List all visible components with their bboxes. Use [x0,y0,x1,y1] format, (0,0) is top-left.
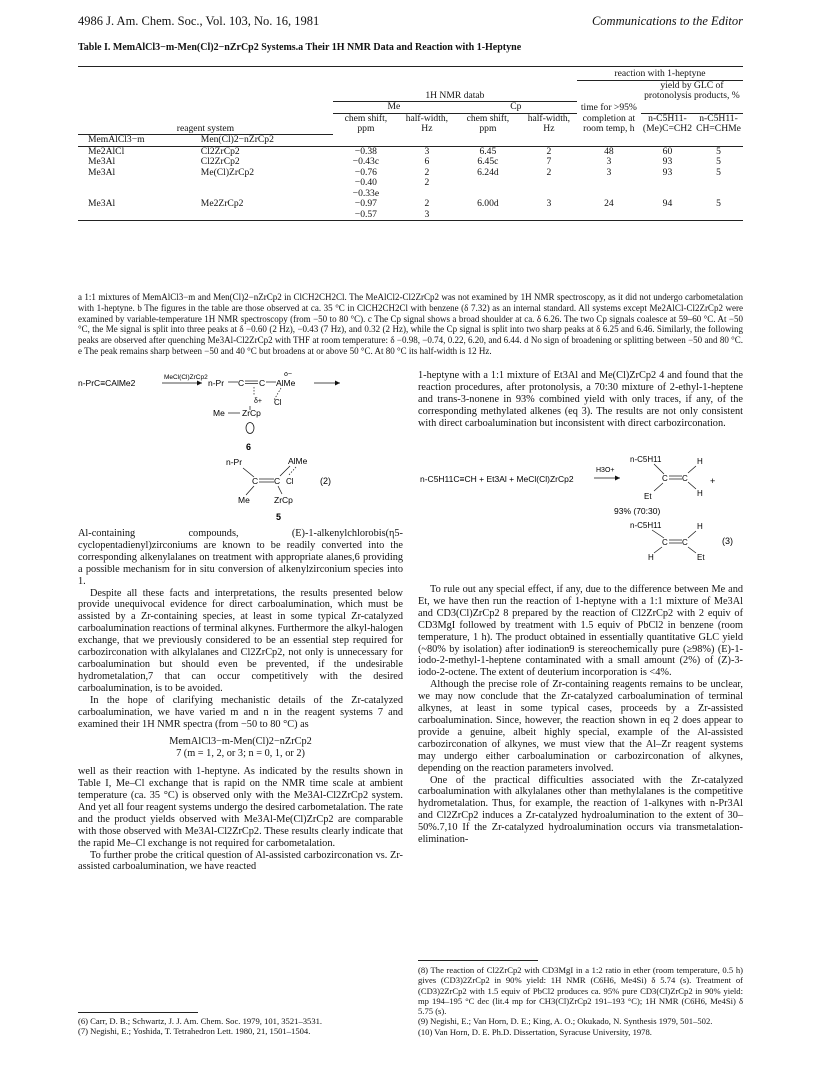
col-me-shift: chem shift, ppm [344,112,388,134]
right-column-top [418,370,743,430]
cell-yield-1: 60 [662,145,673,157]
col-yield-1: n-C5H11-(Me)C=CH2 [642,112,693,134]
cell-time: 3 [606,156,612,167]
cell-al: Me3Al [88,166,116,178]
cell-cp-shift: 6.45c [477,156,499,167]
cell-me-hw: 6 [424,156,430,167]
svg-text:n-Pr: n-Pr [208,378,225,388]
eq3-product-1 [630,455,715,501]
intermediate-structure [208,372,296,452]
right-paragraph-3: Although the precise role of Zr-containing reagents remains to be unclear, we may now conclude that the Zr-catalyzed carboalumination of terminal alkynes, at least in some typical cases, proceeds by a Zr-assisted carboalumination. Since, however, the reaction shown in eq 2 does appear to provide a genuine, albeit highly special, example of the Al-assisted carbozirconation of alkynes, we must view that the Al–Zr reagent systems may undergo either carboalumination or carbozirconation of alkynes, depending on the reaction parameters involved. [418,679,743,774]
reference: (9) Negishi, E.; Van Horn, D. E.; King, A. O.; Okukado, N. Synthesis 1979, 501–502. [418,1016,713,1027]
formula-sub: 7 (m = 1, 2, or 3; n = 0, 1, or 2) [176,748,305,760]
reference: (7) Negishi, E.; Yoshida, T. Tetrahedron Lett. 1980, 21, 1501–1504. [78,1026,311,1037]
right-paragraph-4: One of the practical difficulties associated with the Zr-catalyzed carboalumination with alkylalanes other than methylalanes is the competitive hydrometalation. Thus, for example, the reaction of 1-alkynes with n-Pr3Al and Cl2ZrCp2 induces a Zr-catalyzed hydroalumination to the extent of 30–50%.7,10 If the Zr-catalyzed hydroalumination occurs via transmetalation-elimination- [418,774,743,846]
left-references [78,1016,403,1037]
table-row [78,199,743,221]
right-paragraph-1: 1-heptyne with a 1:1 mixture of Et3Al and Me(Cl)ZrCp2 4 and found that the reaction procedures, after protonolysis, a 70:30 mixture of 2-ethyl-1-heptene and trans-3-nonene in 93% combined yield with only traces, if any, of the corresponding methylated alkenes (eq 3). The results are not only consistent with direct carboalumination but inconsistent with direct carbozirconation. [418,370,743,429]
product-structure [226,456,331,522]
cell-me-hw: 2 3 [399,199,455,221]
svg-text:n-C5H11: n-C5H11 [630,521,662,530]
svg-text:n-Pr: n-Pr [226,457,243,467]
header-citation: 4986 J. Am. Chem. Soc., Vol. 103, No. 16, 1981 [78,14,320,28]
product-label: 5 [276,512,282,522]
cell-al: Me2AlCl [88,145,125,157]
cell-zr: Me(Cl)ZrCp2 [200,166,255,178]
cell-me-shift: −0.43c [352,156,380,167]
svg-text:C: C [274,476,281,486]
eq3-yield: 93% (70:30) [614,506,661,516]
left-column [78,528,403,873]
scheme-reagent: MeCl(Cl)ZrCp2 [164,374,208,381]
svg-text:Me: Me [238,495,250,505]
nmr-data-table [78,66,743,221]
reference: (8) The reaction of Cl2ZrCp2 with CD3MgI in a 1:2 ratio in ether (room temperature, 0.5 h) gives (CD3)2ZrCp2 in 90% yield: 1H NMR (C6H6, Me4Si) δ 5.74 (s). Treatment of (CD3)2ZrCp2 with 1.5 equiv of PbCl2 produces ca. 95% pure CD3(Cl)ZrCp2 in 90% yield: mp 194–195 °C dec (lit.4 mp for CH3(Cl)ZrCp2 191–193 °C); 1H NMR (C6H6, Me4Si) δ 5.75 (s). [418,965,743,1017]
intermediate-label: 6 [246,442,252,452]
cell-cp-shift: 6.00d [455,199,521,221]
cell-yield-2: 5 [716,145,721,157]
cell-cp-shift: 6.24d [477,166,499,178]
left-refs-rule [78,1012,198,1013]
right-references [418,965,743,1037]
svg-text:C: C [252,476,259,486]
formula: MemAlCl3−m-Men(Cl)2−nZrCp2 [169,736,312,748]
running-header [78,14,743,30]
svg-text:n-C5H11: n-C5H11 [630,455,662,464]
cell-yield-1: 93 [662,166,673,178]
eq3-label: (3) [722,536,733,546]
left-paragraph-3: In the hope of clarifying mechanistic details of the Zr-catalyzed carboalumination, we have varied m and n in the reagent systems 7 and examined their 1H NMR spectra (from −50 to 80 °C) as [78,694,403,730]
cell-yield-2: 5 [716,156,721,167]
right-column-body [418,584,743,846]
formula-block [78,736,403,760]
cell-me-shift: −0.38 [354,145,377,157]
svg-text:ZrCp: ZrCp [242,408,261,418]
svg-text:C: C [662,474,668,483]
eq3-reagent: H3O+ [596,467,615,474]
cell-me-hw: 2 2 [424,166,430,188]
table-row [78,168,743,200]
cell-cp-hw: 3 [521,199,577,221]
scheme-eq3 [418,452,743,562]
table-row [78,146,743,157]
scheme-reactant: n-PrC≡CAlMe2 [78,378,136,388]
time-header: time for >95% completion at room temp, h [580,102,637,134]
col-cp-shift: chem shift, ppm [466,112,510,134]
svg-text:+: + [710,476,716,486]
svg-text:H: H [697,457,703,466]
svg-text:C: C [682,538,688,547]
svg-text:C: C [259,378,266,388]
cell-time: 24 [577,199,641,221]
cell-me-shift: −0.76 −0.40 −0.33e [352,166,380,199]
cell-time: 3 [606,166,612,178]
right-refs-rule [418,960,538,961]
group-reaction: reaction with 1-heptyne [577,67,743,81]
cell-cp-hw: 7 [546,156,552,167]
svg-text:δ+: δ+ [254,398,262,405]
svg-text:C: C [682,474,688,483]
eq2-label: (2) [320,476,331,486]
cell-al: Me3Al [88,156,116,167]
cell-zr: Cl2ZrCp2 [200,145,240,157]
svg-text:Cl: Cl [274,398,282,407]
col-yield-2: n-C5H11-CH=CHMe [696,112,741,134]
header-section: Communications to the Editor [591,14,743,28]
table-row [78,157,743,168]
cell-time: 48 [604,145,614,157]
cell-yield-2: 5 [694,199,743,221]
eq3-product-2 [630,521,733,562]
eq3-reactants: n-C5H11C≡CH + Et3Al + MeCl(Cl)ZrCp2 [420,474,574,484]
scheme-eq2 [78,372,418,522]
table-footnotes: a 1:1 mixtures of MemAlCl3−m and Men(Cl)2−nZrCp2 in ClCH2CH2Cl. The MeAlCl2-Cl2ZrCp2 was not examined by 1H NMR spectroscopy, as it did not undergo carbometalation with 1-heptyne. b The figures in the table are those observed at ca. 35 °C in ClCH2CH2Cl with benzene (δ 7.32) as an internal standard. All systems except Me2AlCl-Cl2ZrCp2 were examined by variable-temperature 1H NMR spectroscopy (from −50 to 80 °C). c The Cp signal shows a broad shoulder at ca. δ 6.26. The two Cp signals coalesce at 59–60 °C. At −50 °C, the Me signal is split into three peaks at δ −0.60 (2 Hz), −0.43 (7 Hz), and 0.32 (2 Hz), while the Cp signal is split into two sharp peaks at δ 6.25 and 6.46. Similarly, the following peaks are observed after quenching Me3Al-Cl2ZrCp2 with THF at room temperature: δ −0.98, −0.74, 0.22, 6.20, and 6.44. d No sign of broadening or splitting between −50 and 80 °C. e The peak remains sharp between −50 and 40 °C but broadens at or above 50 °C. At 80 °C its half-width is 12 Hz. [78,292,743,356]
right-paragraph-2: To rule out any special effect, if any, due to the difference between Me and Et, we have then run the reaction of 1-heptyne with a 1:1 mixture of Me3Al and CD3(Cl)ZrCp2 8 prepared by the reaction of Cl2ZrCp2 with 2 equiv of CD3MgI followed by treatment with 1.5 equiv of PbCl2 in benzene (room temperature, 1 h). The product obtained in essentially quantitative GLC yield (~80% by isolation) after iodination9 is stereochemically pure (≥98%) (E)-1-iodo-2-methyl-1-heptene contaminated with a small amount (2%) of (Z)-3-iodo-2-octene. The extent of deuterium incorporation is <4%. [418,584,743,679]
left-paragraph-5: To further probe the critical question of Al-assisted carbozirconation vs. Zr-assisted carboalumination, we have reacted [78,849,403,873]
left-paragraph-4: well as their reaction with 1-heptyne. As indicated by the results shown in Table I, Me–Cl exchange that is rapid on the NMR time scale at ambient temperature (ca. 35 °C) is observed only with the Me3Al-Cl2ZrCp2 system. And yet all four reagent systems undergo the desired carbometalation. The rate and the product yields observed with Me3Al-Me(Cl)ZrCp2 are comparable with those observed with Me3Al-Cl2ZrCp2. These results clearly indicate that the rapid Me–Cl exchange is not required for carbometalation. [78,766,404,849]
reference: (6) Carr, D. B.; Schwartz, J. J. Am. Chem. Soc. 1979, 101, 3521–3531. [78,1016,323,1026]
col-me-hw: half-width, Hz [405,112,449,134]
col-al: MemAlCl3−m [78,135,195,147]
svg-text:Et: Et [697,553,705,562]
group-reagent: reagent system [78,113,333,135]
table-body [78,146,743,221]
cell-yield-1: 94 [641,199,694,221]
cell-zr: Cl2ZrCp2 [200,156,240,167]
svg-text:H: H [697,489,703,498]
cell-zr: Me2ZrCp2 [195,199,333,221]
reference: (10) Van Horn, D. E. Ph.D. Dissertation, Syracuse University, 1978. [418,1026,652,1037]
svg-text:Me: Me [213,408,225,418]
left-paragraph-1: Al-containing compounds, (E)-1-alkenylchlorobis(η5-cyclopentadienyl)zirconiums are known to be readily converted into the corresponding alkenylalanes on treatment with appropriate alanes,6 providing a possible mechanism for in situ conversion of alkenylzirconium species into 1. [78,528,403,587]
cell-yield-2: 5 [716,166,721,178]
svg-text:ZrCp: ZrCp [274,495,293,505]
group-nmr: 1H NMR datab [333,80,577,102]
left-paragraph-2: Despite all these facts and interpretations, the results presented below provide unequivocal evidence for direct carboalumination, which must be assisted by a Zr-containing species, at least in some typical Zr-catalyzed carboalumination reactions of terminal alkynes. Furthermore the alkyl-halogen exchange, that we previously considered to be an essential step required for carbozirconation with alkylalanes and Cl2ZrCp2, not only is unnecessary for carboalumination but should even be prevented, if the undesirable hydrometalation,7 that can occur competitively with the desired carboalumination, is to be avoided. [78,587,403,694]
sub-me: Me [333,102,455,114]
table-caption: Table I. MemAlCl3−m-Men(Cl)2−nZrCp2 Systems.a Their 1H NMR Data and Reaction with 1-Heptyne [78,42,522,53]
cell-yield-1: 93 [662,156,673,167]
svg-text:H: H [648,553,654,562]
col-cp-hw: half-width, Hz [527,112,571,134]
svg-text:C: C [662,538,668,547]
svg-text:δ−: δ− [284,372,292,378]
cell-al: Me3Al [78,199,195,221]
svg-text:AlMe: AlMe [276,378,296,388]
cell-cp-hw: 2 [546,145,552,157]
svg-text:AlMe: AlMe [288,456,308,466]
cell-cp-hw: 2 [546,166,552,178]
cell-me-shift: −0.97 −0.57 [333,199,399,221]
cell-me-hw: 3 [424,145,430,157]
sub-cp: Cp [455,102,577,114]
svg-text:Et: Et [644,492,652,501]
yield-header: yield by GLC of protonolysis products, % [644,79,740,101]
cell-cp-shift: 6.45 [479,145,497,157]
svg-text:C: C [238,378,245,388]
col-zr: Men(Cl)2−nZrCp2 [195,135,333,147]
svg-text:H: H [697,522,703,531]
svg-text:Cl: Cl [286,477,294,486]
